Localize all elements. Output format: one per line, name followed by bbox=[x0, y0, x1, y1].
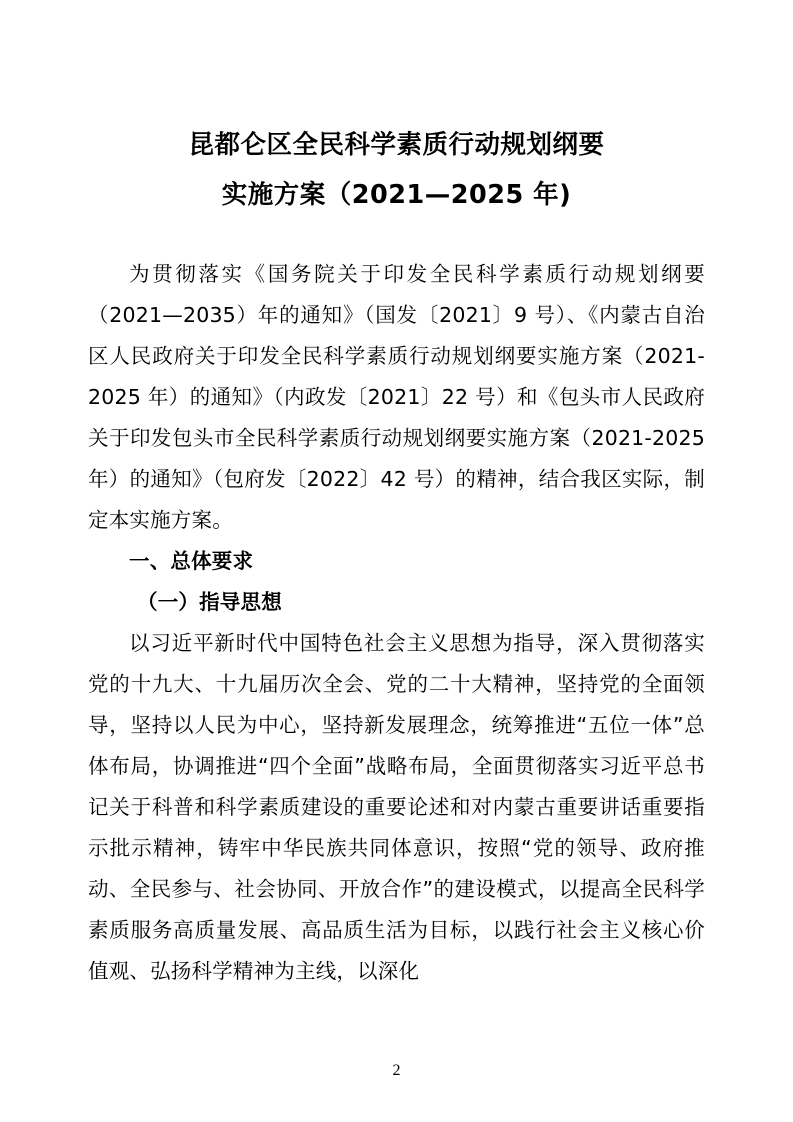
paragraph-intro: 为贯彻落实《国务院关于印发全民科学素质行动规划纲要（2021—2035）年的通知》（国发〔2021〕9 号）、《内蒙古自治区人民政府关于印发全民科学素质行动规划纲要实施方案（2021-2025 年）的通知》（内政发〔2021〕22 号）和《包头市人民政府关于印发包头市全民科学素质行动规划纲要实施方案（2021-2025 年）的通知》（包府发〔2022〕42 号）的精神，结合我区实际，制定本实施方案。 bbox=[88, 262, 705, 532]
page-title bbox=[88, 120, 705, 220]
page-number: 2 bbox=[392, 1062, 401, 1079]
title-spacer bbox=[88, 220, 705, 254]
heading-section-one: 一、总体要求 bbox=[129, 549, 254, 573]
page-title-line-1: 昆都仑区全民科学素质行动规划纲要 bbox=[188, 130, 605, 160]
page-title-line-2: 实施方案（2021—2025 年) bbox=[221, 180, 572, 210]
heading-section-one-one: （一）指导思想 bbox=[137, 590, 282, 614]
paragraph-guiding-thought: 以习近平新时代中国特色社会主义思想为指导，深入贯彻落实党的十九大、十九届历次全会、党的二十大精神，坚持党的全面领导，坚持以人民为中心，坚持新发展理念，统筹推进“五位一体”总体布局，协调推进“四个全面”战略布局，全面贯彻落实习近平总书记关于科普和科学素质建设的重要论述和对内蒙古重要讲话重要指示批示精神，铸牢中华民族共同体意识，按照“党的领导、政府推动、全民参与、社会协同、开放合作”的建设模式，以提高全民科学素质服务高质量发展、高品质生活为目标，以践行社会主义核心价值观、弘扬科学精神为主线，以深化 bbox=[88, 631, 705, 983]
